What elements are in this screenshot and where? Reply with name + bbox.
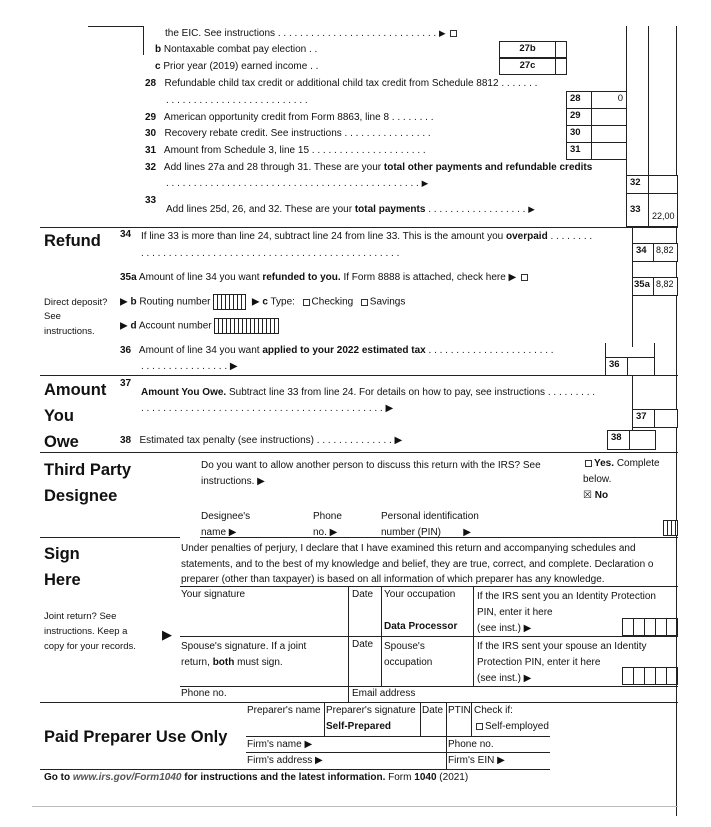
line-27c: c Prior year (2019) earned income . . — [155, 61, 319, 72]
line-34-ref: 34 — [632, 243, 654, 262]
designee-bottom-rule — [200, 537, 678, 538]
perjury-statement: Under penalties of perjury, I declare that I have examined this return and accompanying schedules and statements, and to the best of my knowledge and belief, they are true, correct, and complete. Declaration o preparer (other than taxpayer) is based on all information of which preparer has any knowledge. — [181, 543, 654, 585]
firm-ein-label: Firm's EIN ▶ — [448, 755, 505, 766]
email-col-rule — [348, 686, 349, 702]
preparer-ptin-label: PTIN — [448, 705, 471, 716]
checking-checkbox[interactable] — [303, 299, 310, 306]
designee-yes[interactable]: Yes. Complete — [583, 458, 660, 471]
line-27b-amount[interactable] — [555, 41, 567, 58]
sign-row-rule-3 — [180, 686, 678, 687]
ip-pin-label: If the IRS sent you an Identity Protection PIN, enter it here (see inst.) ▶ — [477, 591, 656, 634]
line-36: 36 Amount of line 34 you want applied to your 2022 estimated tax . . . . . . . . . . . . . . . . . . . . . . . — [120, 345, 554, 356]
firm-phone-label: Phone no. — [448, 739, 494, 750]
direct-deposit-note: Direct deposit? See instructions. — [44, 297, 108, 337]
refund-top-rule — [40, 227, 678, 228]
line-27c-ref: 27c — [499, 58, 556, 75]
sign-row-rule-1 — [180, 586, 678, 587]
checked-box-icon[interactable]: ☒ — [583, 490, 592, 501]
designee-phone-label: Phone no. ▶ — [313, 511, 342, 538]
line-35d: ▶ d Account number — [120, 318, 279, 334]
firm-name-label: Firm's name ▶ — [247, 739, 313, 750]
preparer-heading: Paid Preparer Use Only — [44, 728, 228, 746]
line-35a-amount[interactable]: 8,82 — [653, 277, 678, 296]
prep-row-rule-3 — [40, 769, 550, 770]
ip-pin-boxes[interactable] — [622, 618, 677, 636]
line-38: 38 Estimated tax penalty (see instructions) . . . . . . . . . . . . . . ▶ — [120, 435, 403, 446]
line-36-ref: 36 — [605, 357, 628, 376]
owe-heading-3: Owe — [44, 433, 79, 451]
line-31-amount[interactable] — [591, 142, 627, 160]
line-28-ref: 28 — [566, 91, 592, 109]
owe-heading-1: Amount — [44, 381, 107, 399]
top-left-rule-v — [143, 26, 144, 55]
savings-checkbox[interactable] — [361, 299, 368, 306]
line-28-dots: . . . . . . . . . . . . . . . . . . . . . . . . . . — [166, 95, 308, 106]
line-37-num: 37 — [120, 378, 132, 389]
self-employed-checkbox[interactable] — [476, 723, 483, 730]
line-37: Amount You Owe. Subtract line 33 from line 24. For details on how to pay, see instructions . . . . . . . . . — [141, 387, 596, 398]
self-prepared-value[interactable]: Self-Prepared — [326, 721, 392, 732]
line-33: Add lines 25d, 26, and 32. These are your total payments . . . . . . . . . . . . . . . . . . ▶ — [166, 204, 535, 215]
line-29-amount[interactable] — [591, 108, 627, 126]
prep-col-4 — [471, 703, 472, 736]
your-occupation-label: Your occupation — [384, 589, 456, 600]
sign-heading-2: Here — [44, 571, 81, 589]
spouse-date-label: Date — [352, 639, 374, 650]
owe-heading-2: You — [44, 407, 74, 425]
refund-heading: Refund — [44, 232, 101, 250]
prep-row-rule-2 — [246, 752, 550, 753]
spouse-pin-label: If the IRS sent your spouse an Identity Protection PIN, enter it here (see inst.) ▶ — [477, 641, 647, 684]
line-34-num: 34 — [120, 229, 132, 240]
designee-question: Do you want to allow another person to discuss this return with the IRS? See instructions. ▶ — [201, 460, 541, 487]
spouse-occupation-label: Spouse's occupation — [384, 641, 433, 668]
line-38-amount[interactable] — [629, 430, 656, 450]
designee-pin-label: Personal identification number (PIN) ▶ — [381, 511, 479, 538]
prep-col-1 — [324, 703, 325, 736]
designee-heading-1: Third Party — [44, 461, 132, 479]
prep-row-rule-1 — [246, 736, 550, 737]
your-date-label: Date — [352, 589, 374, 600]
irs-link[interactable]: www.irs.gov/Form1040 — [72, 772, 182, 783]
line-32-amount[interactable] — [648, 175, 678, 194]
arrow-icon: ▶ — [438, 28, 446, 38]
account-number-field[interactable] — [214, 318, 279, 334]
line-36-amount[interactable] — [627, 357, 655, 376]
designee-heading-2: Designee — [44, 487, 118, 505]
preparer-top-rule — [40, 702, 678, 703]
line-37-ref: 37 — [632, 409, 655, 428]
routing-number-field[interactable] — [213, 294, 246, 310]
owe-top-rule — [40, 375, 678, 376]
joint-return-note: Joint return? See instructions. Keep a copy for your records. — [44, 611, 136, 653]
line-35b: ▶ b Routing number ▶ c Type: Checking Savings — [120, 294, 405, 310]
line-31-ref: 31 — [566, 142, 592, 160]
line-29: 29 American opportunity credit from Form 8863, line 8 . . . . . . . . — [145, 112, 434, 123]
line-30-amount[interactable] — [591, 125, 627, 143]
line-35a: 35a Amount of line 34 you want refunded to you. If Form 8888 is attached, check here ▶ — [120, 272, 530, 285]
preparer-date-label: Date — [422, 705, 444, 716]
line-34: If line 33 is more than line 24, subtract line 24 from line 33. This is the amount you overpaid . . . . . . . . — [141, 231, 593, 242]
line-34-dots: . . . . . . . . . . . . . . . . . . . . . . . . . . . . . . . . . . . . . . . . . . . . . . . — [141, 248, 400, 259]
line-29-ref: 29 — [566, 108, 592, 126]
email-label: Email address — [352, 688, 416, 699]
line-37-amount[interactable] — [654, 409, 678, 428]
spouse-signature-label: Spouse's signature. If a joint return, both must sign. — [181, 641, 307, 668]
line-33-num: 33 — [145, 195, 157, 206]
firm-address-label: Firm's address ▶ — [247, 755, 323, 766]
checkbox-eic[interactable] — [450, 30, 457, 37]
line-36-rule-right — [654, 343, 655, 375]
line-30-ref: 30 — [566, 125, 592, 143]
line-28: 28 Refundable child tax credit or additional child tax credit from Schedule 8812 . . . . . . . — [145, 78, 538, 89]
line-37-dots: . . . . . . . . . . . . . . . . . . . . . . . . . . . . . . . . . . . . . . . . . . . . ▶ — [141, 403, 394, 414]
sign-row-rule-2 — [180, 636, 678, 637]
line-31: 31 Amount from Schedule 3, line 15 . . . . . . . . . . . . . . . . . . . . . — [145, 145, 426, 156]
designee-no[interactable]: ☒ No — [583, 490, 609, 501]
preparer-name-label: Preparer's name — [247, 705, 321, 716]
yes-checkbox[interactable] — [585, 460, 592, 467]
sign-top-rule — [40, 537, 180, 538]
sign-arrow-icon: ▶ — [162, 627, 172, 642]
phone-no-label: Phone no. — [181, 688, 227, 699]
line-36-dots: . . . . . . . . . . . . . . . . ▶ — [141, 361, 238, 372]
check-if-label: Check if: — [474, 705, 513, 716]
footer: Go to www.irs.gov/Form1040 for instructions and the latest information. Form 1040 (2021) — [44, 772, 469, 783]
line-35a-ref: 35a — [632, 277, 654, 296]
line-28-amount[interactable]: 0 — [591, 91, 627, 109]
self-employed[interactable]: Self-employed — [474, 721, 549, 734]
line-27a-tail: the EIC. See instructions . . . . . . . . . . . . . . . . . . . . . . . . . . . . . ▶ — [165, 28, 459, 41]
prep-col-3 — [446, 703, 447, 736]
your-occupation-value[interactable]: Data Processor — [384, 621, 458, 632]
sign-heading-1: Sign — [44, 545, 80, 563]
preparer-signature-label: Preparer's signature — [326, 705, 416, 716]
line-33-amount[interactable]: 22,00 — [648, 193, 678, 227]
line-34-amount[interactable]: 8,82 — [653, 243, 678, 262]
designee-top-rule — [40, 452, 678, 453]
line-32-ref: 32 — [626, 175, 649, 194]
prep-col-2 — [420, 703, 421, 736]
your-signature-label: Your signature — [181, 589, 246, 600]
designee-name-label: Designee's name ▶ — [201, 511, 251, 538]
line-38-ref: 38 — [607, 430, 630, 450]
line-30: 30 Recovery rebate credit. See instructions . . . . . . . . . . . . . . . . — [145, 128, 431, 139]
form-8888-checkbox[interactable] — [521, 274, 528, 281]
line-27b: b Nontaxable combat pay election . . — [155, 44, 318, 55]
line-27c-amount[interactable] — [555, 58, 567, 75]
spouse-pin-boxes[interactable] — [622, 667, 677, 685]
line-32: 32 Add lines 27a and 28 through 31. These are your total other payments and refundable credits — [145, 162, 593, 173]
line-32-dots: . . . . . . . . . . . . . . . . . . . . . . . . . . . . . . . . . . . . . . . . . . . . . . ▶ — [166, 178, 429, 189]
line-33-ref: 33 — [626, 193, 649, 227]
designee-pin-field[interactable] — [663, 520, 678, 536]
footer-rule — [32, 806, 678, 807]
top-left-rule — [88, 26, 144, 27]
designee-below: below. — [583, 474, 612, 485]
line-27b-ref: 27b — [499, 41, 556, 58]
